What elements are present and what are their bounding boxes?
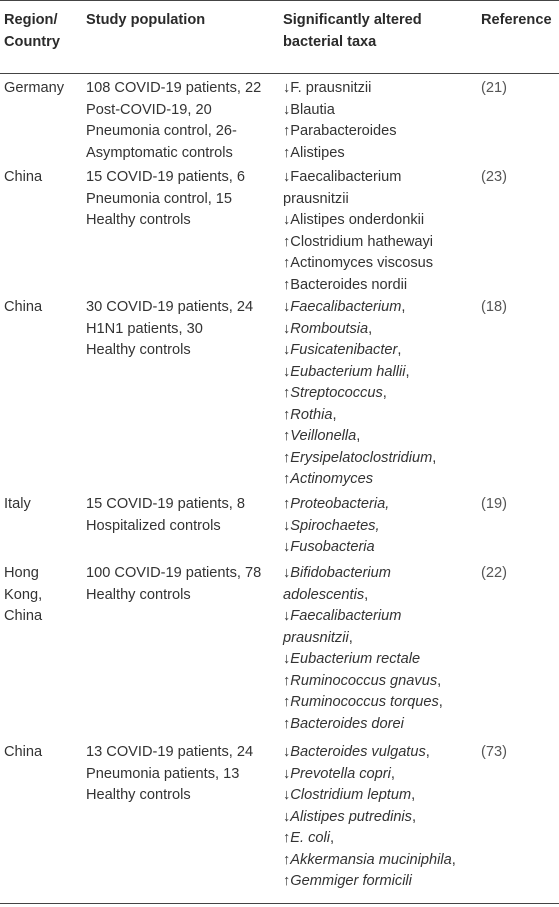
- taxon-name: Romboutsia: [290, 320, 369, 337]
- population-line: Asymptomatic controls: [86, 144, 233, 161]
- taxon-suffix: ,: [356, 428, 361, 444]
- region-cell: [4, 297, 42, 319]
- taxon-line: [283, 210, 433, 232]
- taxon-line: [283, 828, 456, 850]
- taxon-name: Faecalibacterium: [290, 608, 402, 624]
- population-line: 13 COVID-19 patients, 24: [86, 744, 254, 760]
- taxon-line: [283, 516, 389, 538]
- population-line: H1N1 patients, 30: [86, 320, 203, 337]
- taxon-suffix: ,: [432, 449, 437, 466]
- taxon-name: Alistipes: [290, 144, 345, 161]
- taxon-name: Erysipelatoclostridium: [290, 449, 433, 466]
- arrow-down-icon: ↓: [283, 608, 291, 624]
- arrow-down-icon: ↓: [283, 101, 291, 118]
- region-cell: [4, 78, 64, 100]
- arrow-up-icon: ↑: [283, 276, 291, 293]
- header-population-line: Study population: [86, 12, 206, 28]
- reference-link: (23): [481, 169, 507, 185]
- taxon-line: [283, 405, 436, 427]
- taxon-name: Clostridium leptum: [290, 787, 412, 803]
- reference-link: (18): [481, 299, 507, 315]
- population-cell: [86, 167, 245, 232]
- arrow-down-icon: ↓: [283, 539, 291, 555]
- taxon-name: Akkermansia muciniphila: [290, 851, 452, 868]
- taxon-name: Ruminococcus torques: [290, 694, 439, 710]
- taxon-name: Proteobacteria,: [290, 496, 390, 512]
- header-taxa-line: bacterial taxa: [283, 34, 377, 50]
- taxon-suffix: ,: [364, 586, 369, 603]
- arrow-up-icon: ↑: [283, 255, 291, 271]
- population-line: 15 COVID-19 patients, 8: [86, 496, 245, 512]
- table-top-rule: [0, 0, 559, 1]
- taxon-suffix: ,: [348, 629, 353, 646]
- taxa-cell: [283, 742, 456, 893]
- taxon-name: Spirochaetes,: [290, 517, 380, 534]
- taxon-line: [283, 448, 436, 470]
- taxon-line: [283, 714, 443, 736]
- header-taxa-line: Significantly altered: [283, 12, 422, 28]
- population-cell: [86, 563, 261, 606]
- taxon-name: Alistipes putredinis: [290, 808, 412, 825]
- taxon-name: Bifidobacterium: [290, 565, 391, 581]
- region-line: Hong: [4, 565, 39, 581]
- taxon-suffix: ,: [397, 342, 402, 358]
- taxon-line: [283, 340, 436, 362]
- taxon-suffix: ,: [401, 299, 406, 315]
- reference-link: (19): [481, 496, 507, 512]
- taxon-name: Veillonella: [290, 428, 357, 444]
- population-line: Pneumonia patients, 13: [86, 765, 240, 782]
- region-cell: [4, 563, 42, 628]
- taxon-line: [283, 850, 456, 872]
- taxon-name: Faecalibacterium: [290, 299, 402, 315]
- taxon-name: Actinomyces viscosus: [290, 255, 434, 271]
- taxon-name: Bacteroides nordii: [290, 276, 408, 293]
- reference-link: (22): [481, 565, 507, 581]
- arrow-down-icon: ↓: [283, 212, 291, 228]
- arrow-up-icon: ↑: [283, 694, 291, 710]
- taxon-name: Blautia: [290, 101, 335, 118]
- taxa-cell: [283, 297, 436, 491]
- region-line: Kong,: [4, 586, 43, 603]
- taxon-name: Eubacterium hallii: [290, 363, 406, 380]
- taxon-name: Rothia: [290, 406, 333, 423]
- population-cell: [86, 742, 253, 807]
- reference-cell: [481, 563, 507, 585]
- taxon-line: [283, 606, 443, 628]
- arrow-down-icon: ↓: [283, 80, 291, 96]
- taxon-suffix: ,: [438, 694, 443, 710]
- taxon-line: [283, 692, 443, 714]
- taxon-name: Fusicatenibacter: [290, 342, 398, 358]
- taxon-suffix: ,: [411, 808, 417, 825]
- population-line: 30 COVID-19 patients, 24: [86, 299, 254, 315]
- population-cell: [86, 297, 253, 362]
- reference-cell: [481, 742, 507, 764]
- arrow-down-icon: ↓: [283, 320, 291, 337]
- region-line: China: [4, 744, 43, 760]
- taxon-suffix: ,: [437, 672, 442, 689]
- taxon-line: [283, 764, 456, 786]
- arrow-down-icon: ↓: [283, 765, 291, 782]
- taxon-name: Parabacteroides: [290, 123, 397, 139]
- taxon-line: [283, 100, 397, 122]
- taxa-cell: [283, 167, 433, 296]
- population-line: Pneumonia control, 26-: [86, 123, 237, 139]
- reference-link: (73): [481, 744, 507, 760]
- taxon-line: [283, 121, 397, 143]
- reference-cell: [481, 167, 507, 189]
- taxon-name: Gemmiger formicili: [290, 873, 412, 889]
- taxon-suffix: ,: [390, 765, 395, 782]
- taxon-line: [283, 143, 397, 165]
- header-region-line: Country: [4, 34, 60, 50]
- header-population: [86, 9, 205, 31]
- taxon-suffix: ,: [368, 320, 373, 337]
- region-line: China: [4, 169, 43, 185]
- population-line: Post-COVID-19, 20: [86, 101, 212, 118]
- taxon-name: Ruminococcus gnavus: [290, 672, 438, 689]
- taxon-line: [283, 537, 389, 559]
- taxa-cell: [283, 494, 389, 559]
- reference-cell: [481, 78, 507, 100]
- reference-cell: [481, 297, 507, 319]
- taxon-line: [283, 785, 456, 807]
- arrow-down-icon: ↓: [283, 517, 291, 534]
- taxon-name: Eubacterium rectale: [290, 651, 421, 667]
- taxon-suffix: ,: [382, 385, 387, 401]
- header-reference: [481, 9, 552, 31]
- arrow-down-icon: ↓: [283, 565, 291, 581]
- taxon-name: Prevotella copri: [290, 765, 391, 782]
- taxon-name: Fusobacteria: [290, 539, 375, 555]
- taxon-line: [283, 649, 443, 671]
- taxon-line: [283, 742, 456, 764]
- taxon-suffix: ,: [332, 406, 337, 423]
- population-line: Hospitalized controls: [86, 517, 221, 534]
- taxon-name: Streptococcus: [290, 385, 383, 401]
- region-line: China: [4, 608, 43, 624]
- taxon-line: [283, 383, 436, 405]
- taxon-line: [283, 494, 389, 516]
- taxa-cell: [283, 78, 397, 164]
- arrow-up-icon: ↑: [283, 496, 291, 512]
- header-region-line: Region/: [4, 12, 58, 28]
- arrow-up-icon: ↑: [283, 672, 291, 689]
- population-line: 100 COVID-19 patients, 78: [86, 565, 262, 581]
- taxon-line: [283, 585, 443, 607]
- taxon-line: [283, 319, 436, 341]
- population-cell: [86, 78, 261, 164]
- population-line: Healthy controls: [86, 586, 191, 603]
- arrow-down-icon: ↓: [283, 342, 291, 358]
- region-cell: [4, 167, 42, 189]
- arrow-down-icon: ↓: [283, 808, 291, 825]
- taxon-name: prausnitzii: [283, 190, 349, 207]
- taxa-cell: [283, 563, 443, 735]
- arrow-up-icon: ↑: [283, 144, 291, 161]
- arrow-up-icon: ↑: [283, 873, 291, 889]
- taxon-name: Alistipes onderdonkii: [290, 212, 425, 228]
- arrow-up-icon: ↑: [283, 449, 291, 466]
- taxon-suffix: ,: [405, 363, 410, 380]
- taxon-line: [283, 253, 433, 275]
- arrow-down-icon: ↓: [283, 651, 291, 667]
- population-line: Healthy controls: [86, 787, 191, 803]
- taxon-line: [283, 78, 397, 100]
- arrow-up-icon: ↑: [283, 830, 291, 846]
- taxon-suffix: ,: [425, 744, 430, 760]
- header-rule: [0, 73, 559, 74]
- taxon-name: adolescentis: [283, 586, 365, 603]
- taxon-name: Faecalibacterium: [290, 169, 402, 185]
- region-cell: [4, 742, 42, 764]
- arrow-down-icon: ↓: [283, 169, 291, 185]
- taxon-name: Clostridium hathewayi: [290, 233, 434, 250]
- taxon-line: [283, 189, 433, 211]
- arrow-up-icon: ↑: [283, 428, 291, 444]
- population-line: Pneumonia control, 15: [86, 190, 233, 207]
- header-taxa: [283, 9, 422, 53]
- taxon-line: [283, 362, 436, 384]
- taxon-name: prausnitzii: [283, 629, 349, 646]
- taxon-line: [283, 871, 456, 893]
- reference-link: (21): [481, 80, 507, 96]
- arrow-up-icon: ↑: [283, 471, 291, 487]
- taxon-line: [283, 167, 433, 189]
- arrow-up-icon: ↑: [283, 715, 291, 732]
- population-line: Healthy controls: [86, 342, 191, 358]
- arrow-down-icon: ↓: [283, 363, 291, 380]
- taxon-name: Bacteroides vulgatus: [290, 744, 426, 760]
- taxon-line: [283, 628, 443, 650]
- taxon-line: [283, 426, 436, 448]
- taxon-line: [283, 297, 436, 319]
- taxon-suffix: ,: [451, 851, 456, 868]
- taxon-name: F. prausnitzii: [290, 80, 372, 96]
- header-reference-line: Reference: [481, 12, 552, 28]
- taxon-line: [283, 671, 443, 693]
- population-line: Healthy controls: [86, 212, 191, 228]
- region-line: Italy: [4, 496, 31, 512]
- taxon-line: [283, 469, 436, 491]
- population-line: 108 COVID-19 patients, 22: [86, 80, 262, 96]
- taxon-name: Bacteroides dorei: [290, 715, 404, 732]
- region-line: China: [4, 299, 43, 315]
- population-cell: [86, 494, 245, 537]
- region-line: Germany: [4, 80, 65, 96]
- region-cell: [4, 494, 31, 516]
- arrow-up-icon: ↑: [283, 385, 291, 401]
- taxon-name: Actinomyces: [290, 471, 374, 487]
- arrow-up-icon: ↑: [283, 406, 291, 423]
- arrow-down-icon: ↓: [283, 299, 291, 315]
- taxon-suffix: ,: [330, 830, 335, 846]
- arrow-down-icon: ↓: [283, 787, 291, 803]
- taxon-name: E. coli: [290, 830, 331, 846]
- taxon-line: [283, 563, 443, 585]
- arrow-up-icon: ↑: [283, 233, 291, 250]
- reference-cell: [481, 494, 507, 516]
- table-bottom-rule: [0, 903, 559, 904]
- taxon-line: [283, 232, 433, 254]
- taxon-line: [283, 275, 433, 297]
- population-line: 15 COVID-19 patients, 6: [86, 169, 245, 185]
- taxon-line: [283, 807, 456, 829]
- arrow-down-icon: ↓: [283, 744, 291, 760]
- header-region: [4, 9, 60, 53]
- arrow-up-icon: ↑: [283, 851, 291, 868]
- taxon-suffix: ,: [411, 787, 416, 803]
- arrow-up-icon: ↑: [283, 123, 291, 139]
